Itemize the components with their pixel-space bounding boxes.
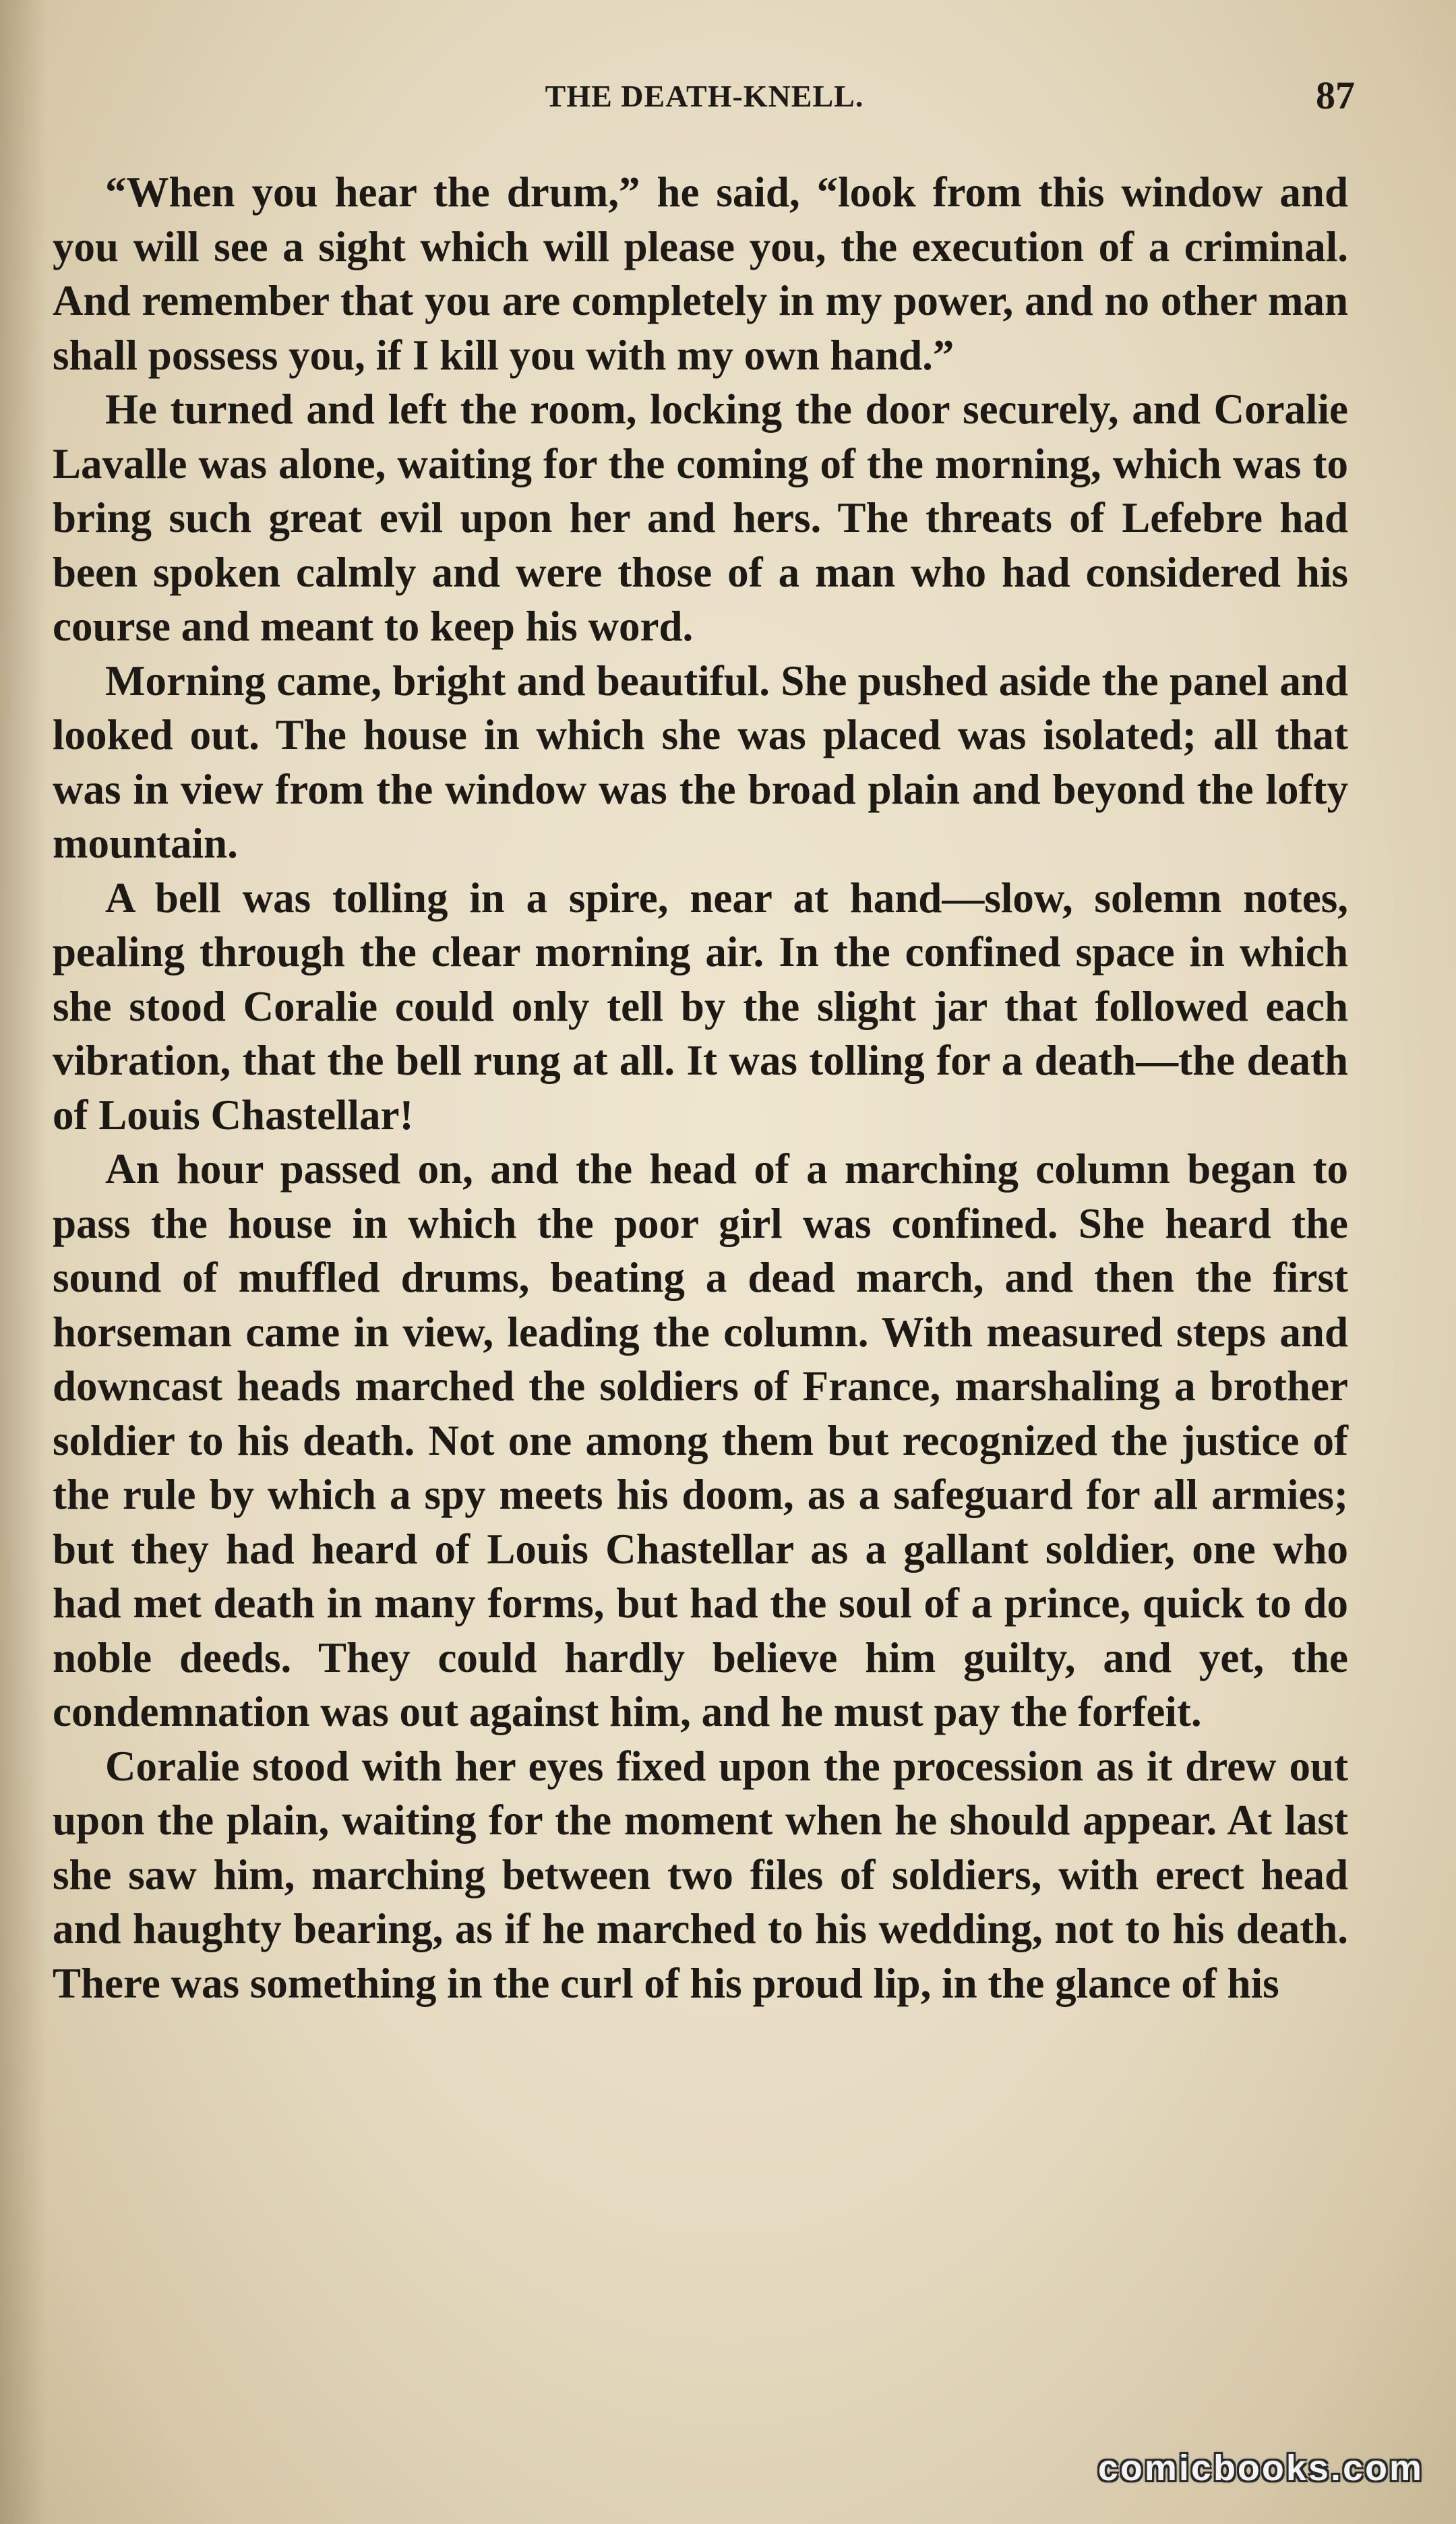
paragraph: He turned and left the room, locking the door securely, and Coralie Lavalle was alone, waiting for the coming of the morning, which was to bring such great evil upon her and hers. The threats of Lefebre had been spoken calmly and were those of a man who had considered his course and meant to keep his word.	[53, 386, 1348, 650]
running-head: THE DEATH-KNELL.	[545, 79, 864, 113]
watermark: comicbooks.com	[1097, 2448, 1424, 2488]
binding-shadow	[0, 0, 47, 2524]
paragraph: “When you hear the drum,” he said, “look from this window and you will see a sight which will please you, the execution of a criminal. And remember that you are completely in my power, and no other man shall possess you, if I kill you with my own hand.”	[53, 169, 1348, 379]
paragraph: Coralie stood with her eyes fixed upon the procession as it drew out upon the plain, waiting for the moment when he should appear. At last she saw him, marching between two files of soldiers, with erect head and haughty bearing, as if he marched to his wedding, not to his death. There was something in the curl of his proud lip, in the glance of his	[53, 1742, 1348, 2007]
paragraph: An hour passed on, and the head of a marching column began to pass the house in which the poor girl was confined. She heard the sound of muffled drums, beating a dead march, and then the first horseman came in view, leading the column. With measured steps and downcast heads marched the soldiers of France, marshaling a brother soldier to his death. Not one among them but recognized the justice of the rule by which a spy meets his doom, as a safeguard for all armies; but they had heard of Louis Chastellar as a gallant soldier, one who had met death in many forms, but had the soul of a prince, quick to do noble deeds. They could hardly believe him guilty, and yet, the condemnation was out against him, and he must pay the forfeit.	[53, 1145, 1348, 1735]
paragraph: A bell was tolling in a spire, near at hand—slow, solemn notes, pealing through the clear morning air. In the confined space in which she stood Coralie could only tell by the slight jar that followed each vibration, that the bell rung at all. It was tolling for a death—the death of Louis Chastellar!	[53, 874, 1348, 1139]
paragraph: Morning came, bright and beautiful. She pushed aside the panel and looked out. The house in which she was placed was isolated; all that was in view from the window was the broad plain and beyond the lofty mountain.	[53, 657, 1348, 867]
page-number: 87	[1316, 73, 1355, 117]
page-header	[54, 73, 1355, 127]
body-text	[53, 165, 1348, 2010]
